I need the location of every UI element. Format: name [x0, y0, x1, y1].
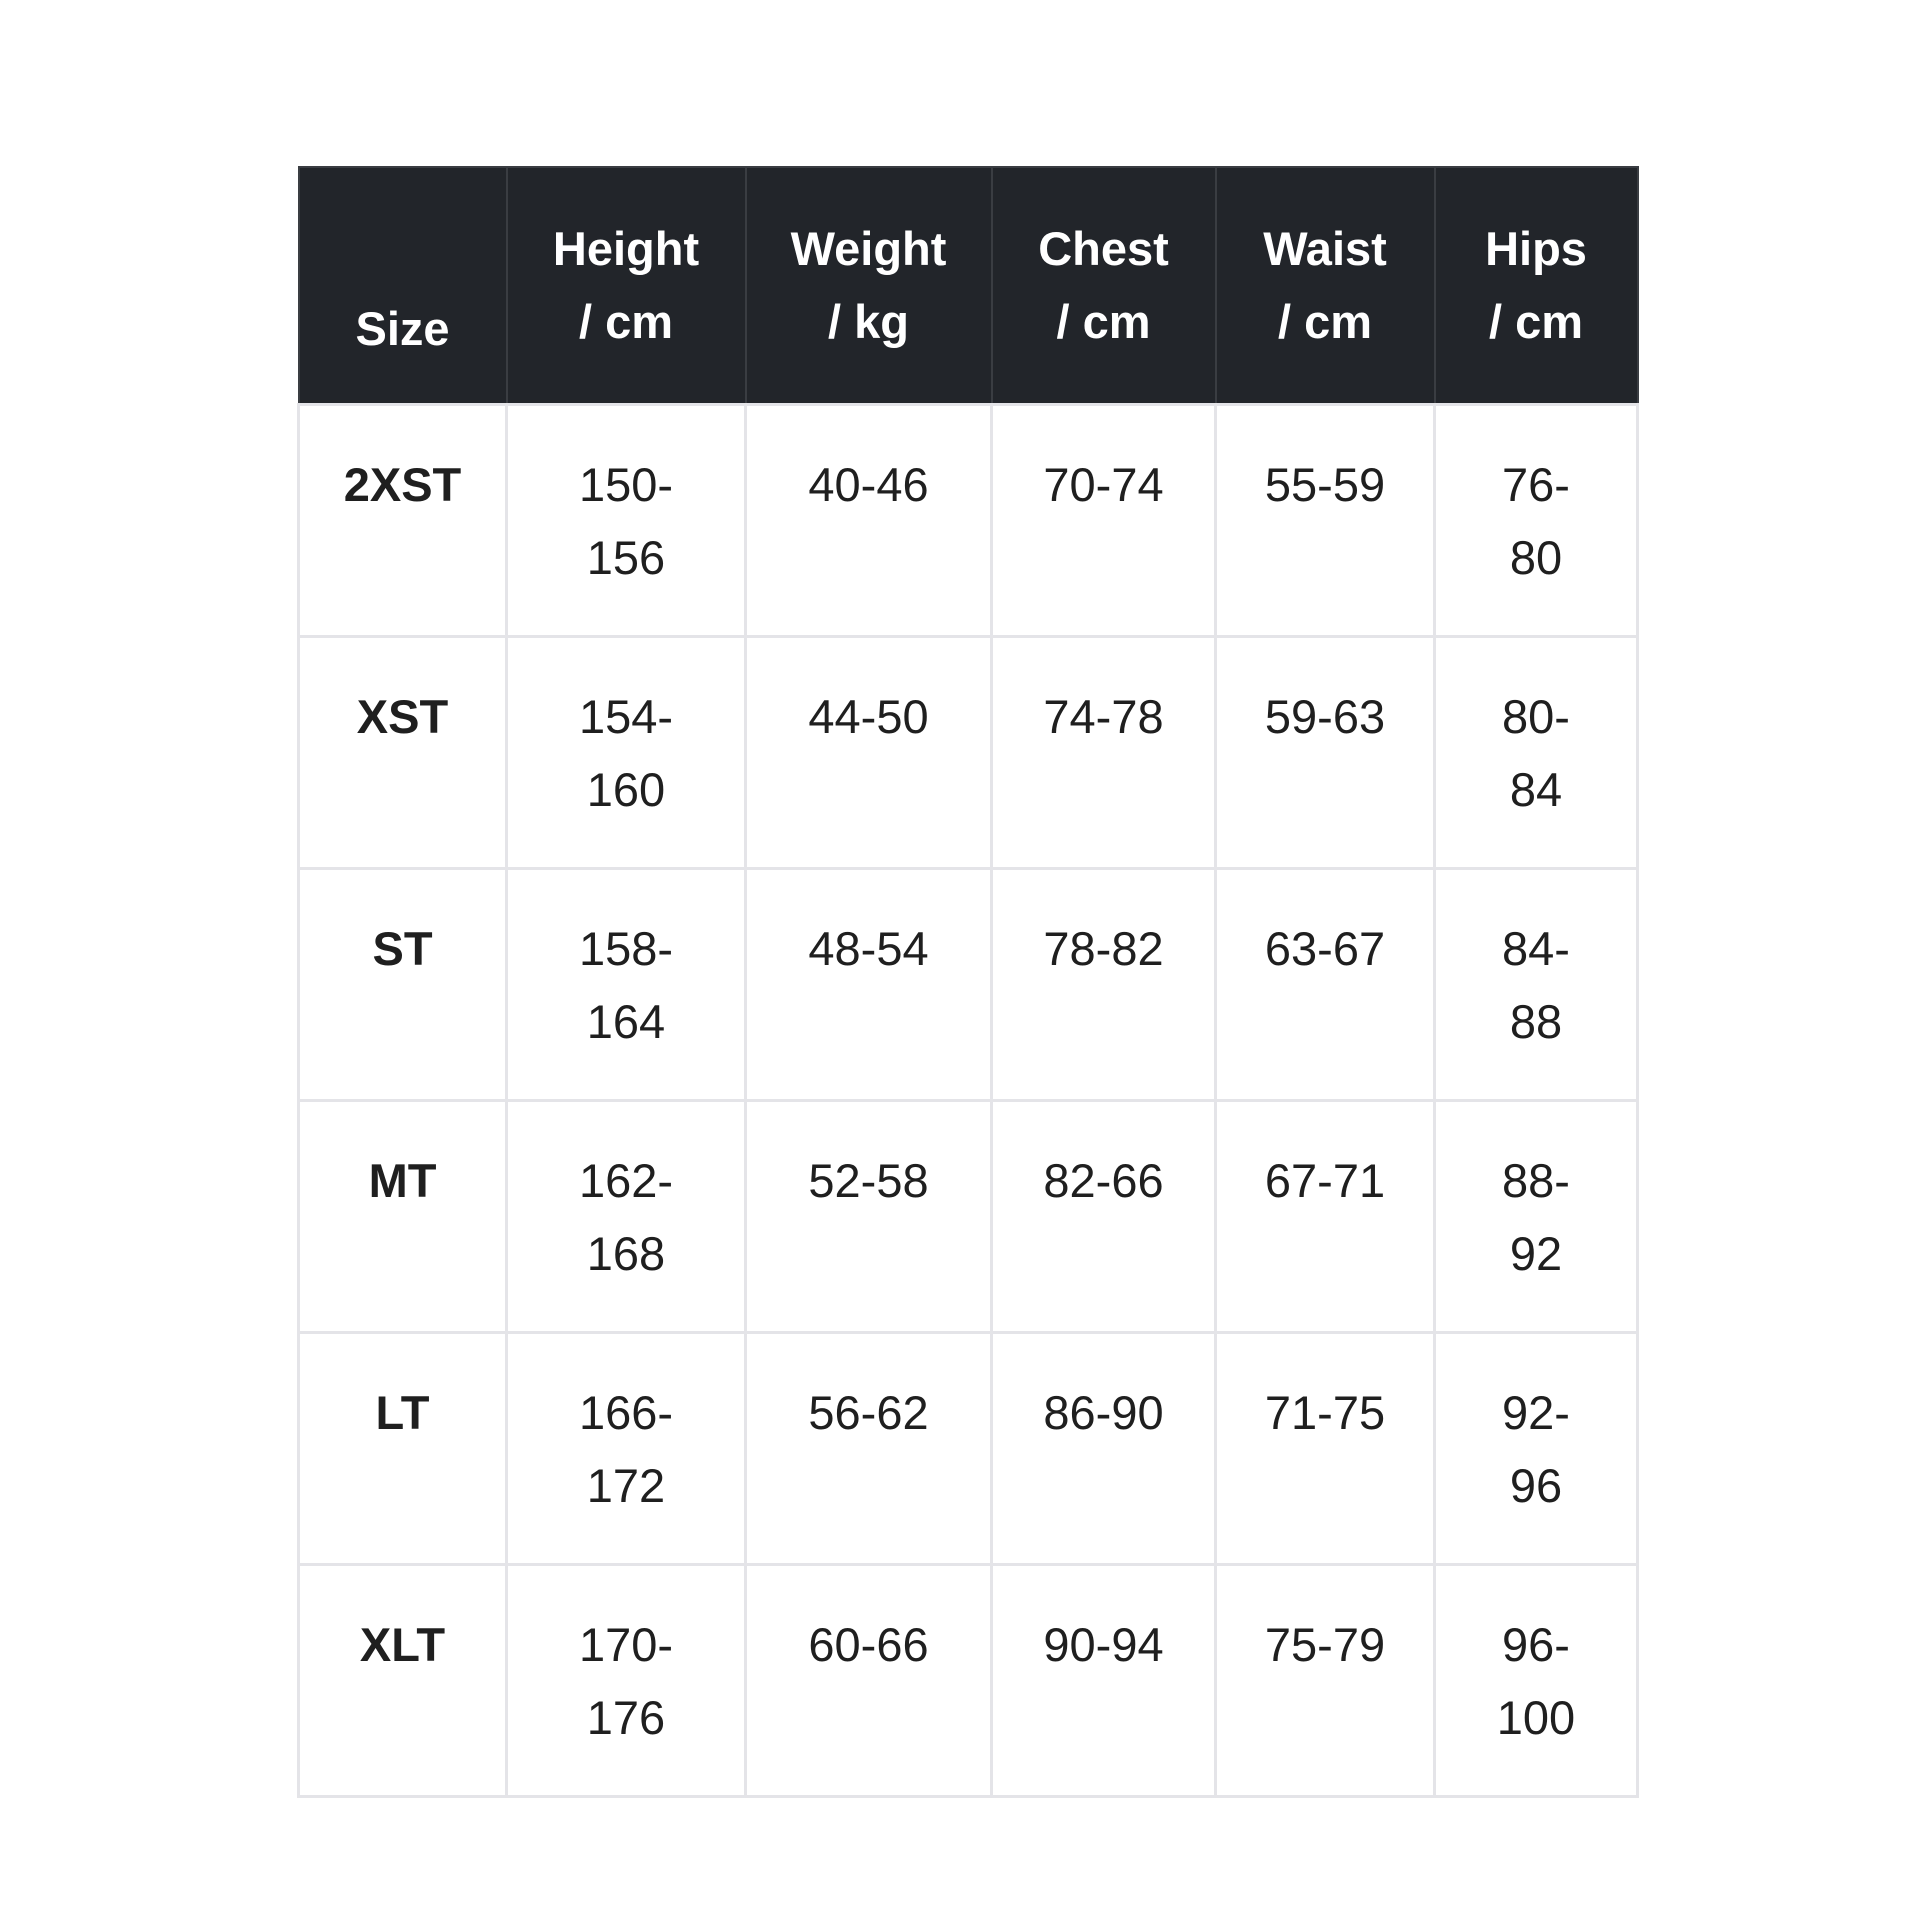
chest-cell	[992, 868, 1216, 1100]
chest-cell	[992, 1332, 1216, 1564]
waist-value: 59-63	[1264, 689, 1386, 743]
header-chest-label: Chest	[1038, 222, 1169, 276]
waist-cell	[1216, 1564, 1435, 1796]
weight-cell	[746, 636, 992, 868]
height-cell	[507, 636, 746, 868]
table-row	[299, 868, 1638, 1100]
header-weight	[746, 167, 992, 404]
header-waist	[1216, 167, 1435, 404]
chest-value: 78-82	[1043, 921, 1164, 975]
size-cell	[299, 636, 507, 868]
weight-cell	[746, 1564, 992, 1796]
weight-value: 60-66	[808, 1617, 929, 1671]
size-value: XLT	[359, 1617, 446, 1671]
table-row	[299, 636, 1638, 868]
height-value-end: 160	[586, 762, 666, 816]
waist-value: 63-67	[1264, 921, 1386, 975]
weight-value: 40-46	[808, 457, 929, 511]
weight-value: 56-62	[808, 1385, 929, 1439]
height-value-start: 170-	[578, 1617, 674, 1671]
waist-value: 75-79	[1264, 1617, 1386, 1671]
chest-value: 74-78	[1043, 689, 1164, 743]
size-cell	[299, 1100, 507, 1332]
hips-value-end: 88	[1509, 994, 1563, 1048]
hips-value-start: 96-	[1502, 1617, 1570, 1671]
hips-value-end: 80	[1509, 530, 1563, 584]
hips-cell	[1435, 404, 1638, 636]
header-hips	[1435, 167, 1638, 404]
height-value-start: 162-	[578, 1153, 674, 1207]
height-cell	[507, 1332, 746, 1564]
chest-value: 70-74	[1043, 457, 1164, 511]
chest-value: 90-94	[1043, 1617, 1164, 1671]
header-weight-label: Weight	[790, 222, 947, 276]
header-waist-label: Waist	[1263, 222, 1387, 276]
header-row	[299, 167, 1638, 404]
header-height	[507, 167, 746, 404]
waist-value: 67-71	[1264, 1153, 1386, 1207]
table-row	[299, 1100, 1638, 1332]
header-chest	[992, 167, 1216, 404]
weight-cell	[746, 1100, 992, 1332]
header-chest-unit: / cm	[1056, 295, 1151, 349]
height-value-end: 156	[586, 530, 666, 584]
waist-cell	[1216, 404, 1435, 636]
table-row	[299, 1332, 1638, 1564]
height-cell	[507, 868, 746, 1100]
height-value-start: 158-	[578, 921, 674, 975]
height-value-end: 172	[586, 1458, 666, 1512]
height-value-start: 150-	[578, 457, 674, 511]
waist-cell	[1216, 1100, 1435, 1332]
header-height-label: Height	[552, 222, 700, 276]
waist-cell	[1216, 1332, 1435, 1564]
chest-cell	[992, 404, 1216, 636]
hips-value-start: 76-	[1502, 457, 1570, 511]
chest-value: 82-66	[1043, 1153, 1164, 1207]
height-value-end: 164	[586, 994, 666, 1048]
hips-cell	[1435, 868, 1638, 1100]
chest-cell	[992, 1564, 1216, 1796]
weight-value: 48-54	[808, 921, 929, 975]
hips-value-end: 84	[1509, 762, 1563, 816]
hips-value-start: 84-	[1502, 921, 1570, 975]
table-header	[299, 167, 1638, 404]
size-value: XST	[356, 689, 449, 743]
hips-value-end: 100	[1496, 1690, 1576, 1744]
table-body	[299, 404, 1638, 1796]
chest-value: 86-90	[1043, 1385, 1164, 1439]
size-value: MT	[368, 1153, 437, 1207]
size-value: ST	[372, 921, 433, 975]
size-cell	[299, 1564, 507, 1796]
hips-value-start: 88-	[1502, 1153, 1570, 1207]
table-row	[299, 404, 1638, 636]
header-waist-unit: / cm	[1277, 295, 1373, 349]
hips-value-end: 96	[1509, 1458, 1563, 1512]
header-size	[299, 167, 507, 404]
waist-value: 71-75	[1264, 1385, 1386, 1439]
size-cell	[299, 868, 507, 1100]
height-value-start: 154-	[578, 689, 674, 743]
header-height-unit: / cm	[578, 295, 674, 349]
hips-value-end: 92	[1509, 1226, 1563, 1280]
weight-cell	[746, 404, 992, 636]
size-cell	[299, 1332, 507, 1564]
table-row	[299, 1564, 1638, 1796]
height-value-end: 168	[586, 1226, 666, 1280]
weight-cell	[746, 1332, 992, 1564]
waist-value: 55-59	[1264, 457, 1386, 511]
height-value-start: 166-	[578, 1385, 674, 1439]
chest-cell	[992, 636, 1216, 868]
hips-value-start: 92-	[1502, 1385, 1570, 1439]
hips-cell	[1435, 1100, 1638, 1332]
weight-value: 52-58	[808, 1153, 929, 1207]
weight-cell	[746, 868, 992, 1100]
height-value-end: 176	[586, 1690, 666, 1744]
size-chart-table	[297, 166, 1639, 1798]
header-weight-unit: / kg	[828, 295, 909, 349]
hips-cell	[1435, 1332, 1638, 1564]
header-size-label: Size	[355, 301, 450, 355]
waist-cell	[1216, 636, 1435, 868]
waist-cell	[1216, 868, 1435, 1100]
height-cell	[507, 1564, 746, 1796]
hips-cell	[1435, 1564, 1638, 1796]
header-hips-unit: / cm	[1488, 295, 1584, 349]
header-hips-label: Hips	[1485, 222, 1587, 276]
height-cell	[507, 404, 746, 636]
weight-value: 44-50	[808, 689, 929, 743]
hips-cell	[1435, 636, 1638, 868]
hips-value-start: 80-	[1502, 689, 1570, 743]
chest-cell	[992, 1100, 1216, 1332]
size-value: 2XST	[343, 457, 462, 511]
size-value: LT	[375, 1385, 430, 1439]
size-cell	[299, 404, 507, 636]
height-cell	[507, 1100, 746, 1332]
